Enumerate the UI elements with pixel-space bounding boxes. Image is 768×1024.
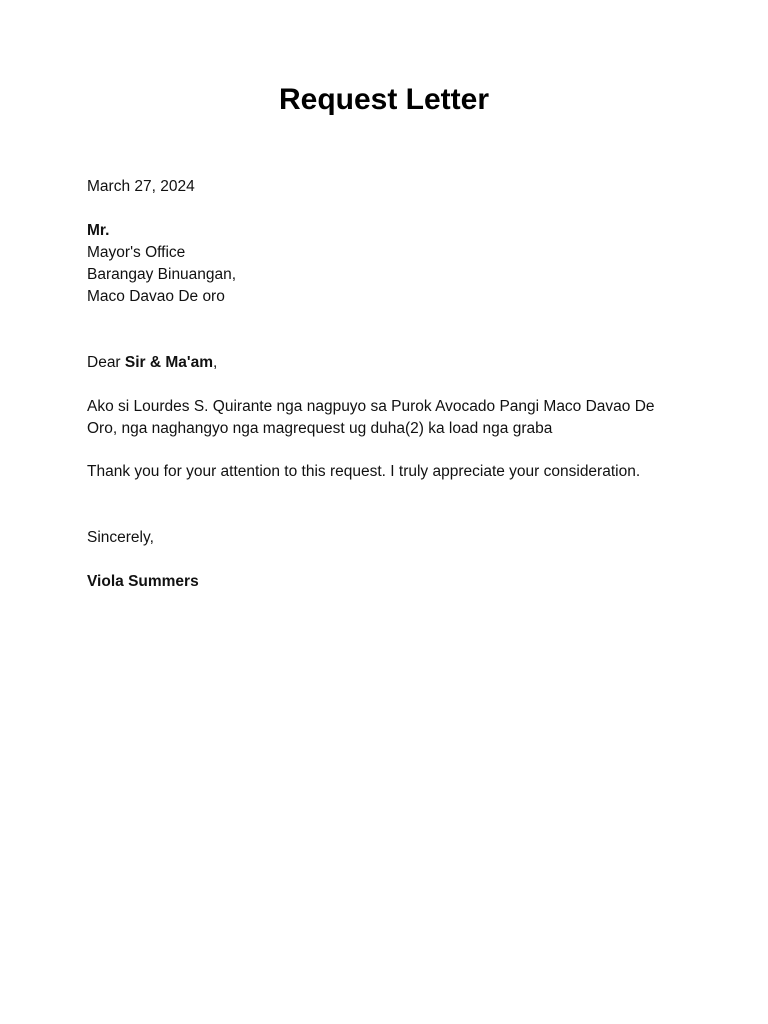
greeting: [87, 352, 217, 374]
signature: Viola Summers: [87, 573, 199, 590]
greeting-prefix: Dear: [87, 354, 125, 371]
page-title: Request Letter: [278, 83, 490, 116]
greeting-suffix: ,: [213, 354, 218, 371]
recipient-office: Mayor's Office: [87, 244, 186, 261]
greeting-name: Sir & Ma'am: [124, 354, 214, 371]
body-paragraph-2: Thank you for your attention to this request. I truly appreciate your consideration.: [87, 463, 641, 480]
recipient-address-line-2: Maco Davao De oro: [87, 288, 225, 305]
body-paragraph-1-line-2: Oro, nga naghangyo nga magrequest ug duha(2) ka load nga graba: [87, 420, 553, 437]
recipient-title: Mr.: [87, 222, 110, 239]
recipient-address-line-1: Barangay Binuangan,: [87, 266, 237, 283]
closing: Sincerely,: [87, 529, 154, 546]
body-paragraph-1-line-1: Ako si Lourdes S. Quirante nga nagpuyo sa Purok Avocado Pangi Maco Davao De: [87, 398, 655, 415]
letter-date: March 27, 2024: [87, 178, 195, 195]
